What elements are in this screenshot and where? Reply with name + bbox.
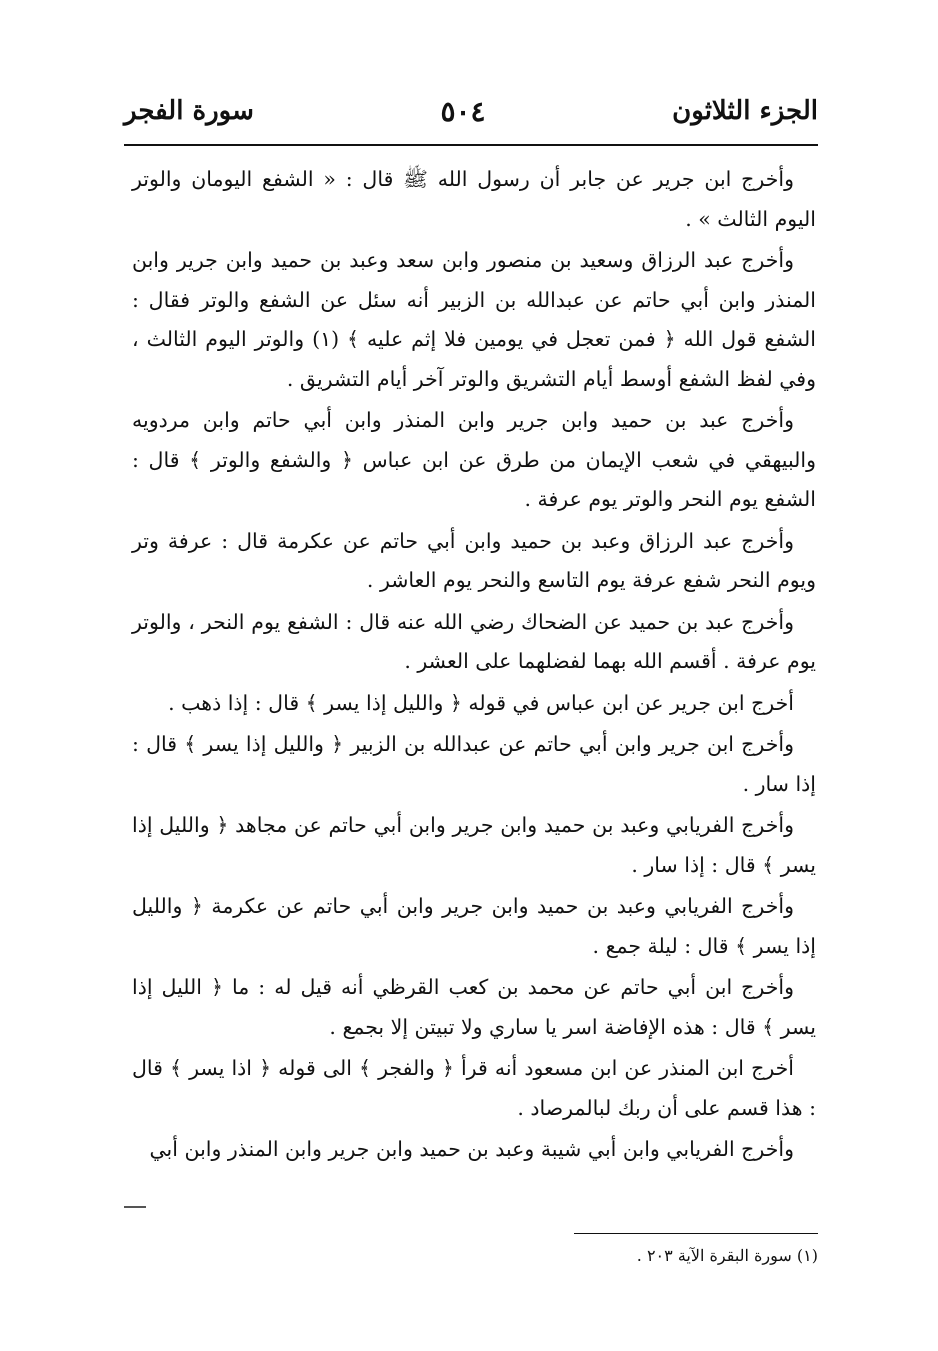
paragraph: أخرج ابن المنذر عن ابن مسعود أنه قرأ ﴿ والفجر ﴾ الى قوله ﴿ اذا يسر ﴾ قال : هذا قسم على أن ربك لبالمرصاد . [132, 1056, 816, 1120]
page-number: ٥٠٤ [440, 94, 486, 128]
page-header [124, 86, 818, 136]
paragraph: وأخرج ابن جرير عن جابر أن رسول الله ﷺ قال : « الشفع اليومان والوتر اليوم الثالث » . [132, 167, 816, 231]
paragraph: وأخرج الفريابي وعبد بن حميد وابن جرير وابن أبي حاتم عن مجاهد ﴿ والليل إذا يسر ﴾ قال : إذا سار . [132, 813, 816, 877]
paragraph: وأخرج الفريابي وعبد بن حميد وابن جرير وابن أبي حاتم عن عكرمة ﴿ والليل إذا يسر ﴾ قال : ليلة جمع . [132, 894, 816, 958]
paragraph: وأخرج ابن أبي حاتم عن محمد بن كعب القرظي أنه قيل له : ما ﴿ الليل إذا يسر ﴾ قال : هذه الإفاضة اسر يا ساري ولا تبيتن إلا بجمع . [132, 975, 816, 1039]
header-rule [124, 144, 818, 146]
footnote-rule [574, 1233, 818, 1234]
footnote: (١) سورة البقرة الآية ٢٠٣ . [636, 1246, 818, 1265]
paragraph: أخرج ابن جرير عن ابن عباس في قوله ﴿ والليل إذا يسر ﴾ قال : إذا ذهب . [168, 690, 794, 715]
paragraph: وأخرج عبد بن حميد عن الضحاك رضي الله عنه قال : الشفع يوم النحر ، والوتر يوم عرفة . أقسم الله بهما لفضلهما على العشر . [132, 609, 816, 673]
paragraph: وأخرج ابن جرير وابن أبي حاتم عن عبدالله بن الزبير ﴿ والليل إذا يسر ﴾ قال : إذا سار . [132, 732, 816, 796]
volume-title: الجزء الثلاثون [672, 96, 818, 126]
paragraph: وأخرج عبد بن حميد وابن جرير وابن المنذر وابن أبي حاتم وابن مردويه والبيهقي في شعب الإيمان من طرق عن ابن عباس ﴿ والشفع والوتر ﴾ قال : الشفع يوم النحر والوتر يوم عرفة . [132, 408, 816, 511]
body-text [132, 160, 816, 1172]
scan-mark [124, 1206, 146, 1208]
paragraph: وأخرج عبد الرزاق وعبد بن حميد وابن أبي حاتم عن عكرمة قال : عرفة وتر ويوم النحر شفع عرفة يوم التاسع والنحر يوم العاشر . [132, 528, 816, 592]
surah-title: سورة الفجر [124, 96, 254, 126]
paragraph: وأخرج عبد الرزاق وسعيد بن منصور وابن سعد وعبد بن حميد وابن جرير وابن المنذر وابن أبي حاتم عن عبدالله بن الزبير أنه سئل عن الشفع والوتر فقال : الشفع قول الله ﴿ فمن تعجل في يومين فلا إثم عليه ﴾ (١) والوتر اليوم الثالث ، وفي لفظ الشفع أوسط أيام التشريق والوتر آخر أيام التشريق . [132, 248, 816, 391]
paragraph: وأخرج الفريابي وابن أبي شيبة وعبد بن حميد وابن جرير وابن المنذر وابن أبي [149, 1137, 794, 1161]
